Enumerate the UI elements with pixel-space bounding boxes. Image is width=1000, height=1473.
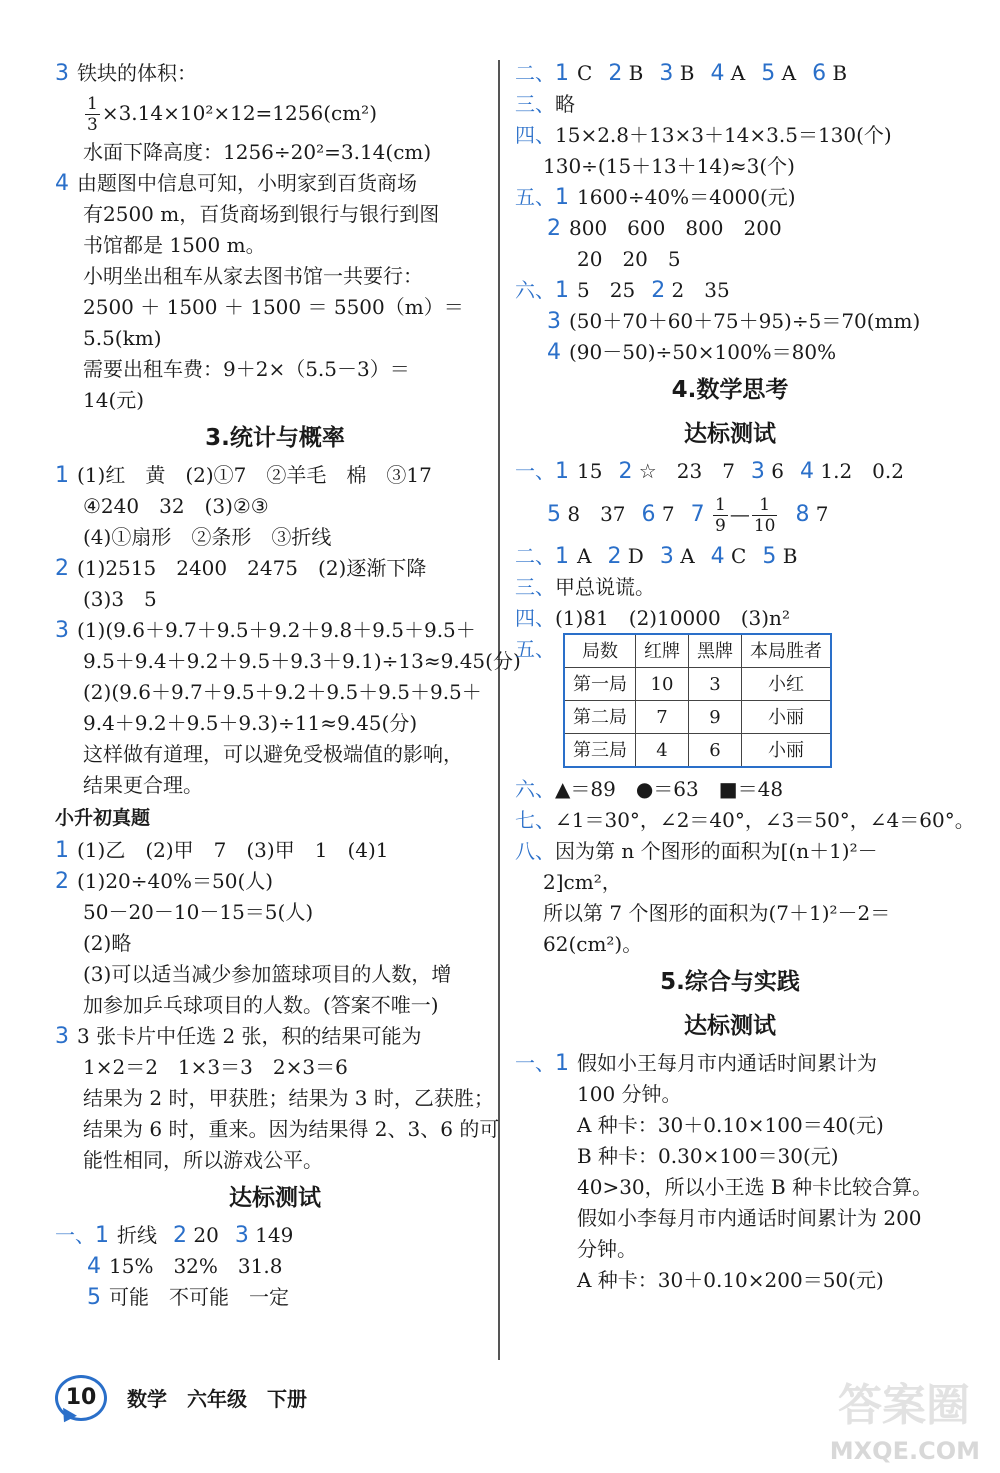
answer-text: 2]cm²， — [543, 870, 622, 894]
question-number: 2 — [173, 1223, 187, 1248]
question-number: 4 — [87, 1254, 101, 1279]
answer-text: A 种卡：30＋0.10×100＝40(元) — [577, 1113, 884, 1137]
answer-line — [55, 460, 495, 491]
answer-line — [515, 213, 945, 244]
denominator: 3 — [87, 115, 98, 135]
answer-text: B — [622, 61, 644, 85]
question-number: 3 — [55, 61, 69, 86]
answer-text: 20 20 5 — [577, 247, 681, 271]
answer-text: 需要出租车费：9＋2×（5.5－3）＝ — [83, 357, 410, 381]
table-cell: 小丽 — [742, 734, 832, 768]
answer-text: (90－50)÷50×100%＝80% — [569, 340, 837, 364]
question-number: 1 — [555, 1051, 569, 1076]
answer-line — [515, 603, 945, 634]
minus-sign: — — [729, 502, 750, 526]
answer-line — [55, 1114, 500, 1145]
answer-line — [55, 739, 495, 770]
answer-line — [515, 774, 945, 805]
answer-line — [515, 1048, 945, 1079]
answer-line — [55, 1052, 495, 1083]
table-cell: 小丽 — [742, 701, 832, 734]
answer-text: 130÷(15＋13＋14)≈3(个) — [543, 154, 795, 178]
answer-text: C — [724, 544, 747, 568]
question-number: 3 — [55, 618, 69, 643]
answer-text: 15×2.8＋13×3＋14×3.5＝130(个) — [555, 123, 892, 147]
answer-text: 3 张卡片中任选 2 张，积的结果可能为 — [77, 1024, 422, 1048]
question-section-label: 二、 — [515, 544, 555, 568]
answer-line — [55, 168, 495, 199]
question-section-label: 六、 — [515, 777, 555, 801]
answer-line — [515, 1234, 945, 1265]
answer-line — [55, 677, 495, 708]
answer-line — [515, 337, 945, 368]
answer-text: 可能 不可能 一定 — [109, 1285, 289, 1309]
question-section-label: 一、 — [515, 1051, 555, 1075]
table-cell: 7 — [636, 701, 689, 734]
denominator: 9 — [714, 516, 726, 536]
table-cell: 9 — [689, 701, 742, 734]
answer-line — [55, 866, 495, 897]
question-section-label: 五、 — [515, 637, 555, 661]
answer-line — [55, 1083, 495, 1114]
answer-line — [55, 1021, 495, 1052]
denominator: 10 — [753, 516, 776, 536]
table-cell: 第一局 — [564, 668, 636, 701]
answer-text: (50＋70＋60＋75＋95)÷5＝70(mm) — [569, 309, 921, 333]
question-number: 6 — [641, 502, 656, 527]
question-number: 3 — [234, 1223, 249, 1248]
answer-text: (1)2515 2400 2475 (2)逐渐下降 — [77, 556, 427, 580]
answer-line — [55, 137, 495, 168]
answer-text: 2500 ＋ 1500 ＋ 1500 ＝ 5500（m）＝ — [83, 295, 464, 319]
answer-line — [55, 522, 495, 553]
answer-line — [55, 990, 495, 1021]
question-number: 4 — [710, 61, 725, 86]
answer-text: C — [577, 61, 593, 85]
answer-text: A — [577, 544, 592, 568]
answer-text: 由题图中信息可知，小明家到百货商场 — [77, 171, 417, 195]
answer-line — [515, 867, 945, 898]
question-number: 1 — [95, 1223, 109, 1248]
question-number: 6 — [812, 61, 827, 86]
answer-line — [515, 58, 945, 89]
answer-line — [55, 385, 495, 416]
answer-text: 有2500 m，百货商场到银行与银行到图 — [83, 202, 440, 226]
answer-text: 1.2 0.2 — [814, 459, 904, 483]
question-section-label: 五、 — [515, 185, 555, 209]
question-section-label: 四、 — [515, 123, 555, 147]
question-number: 5 — [762, 544, 777, 569]
question-number: 3 — [547, 309, 561, 334]
answer-text: 1×2＝2 1×3＝3 2×3＝6 — [83, 1055, 348, 1079]
answer-line — [55, 354, 495, 385]
fraction — [713, 495, 728, 536]
answer-text — [705, 502, 711, 526]
numerator: 1 — [87, 94, 98, 114]
answer-line — [515, 1141, 945, 1172]
question-number: 7 — [690, 502, 705, 527]
question-number: 4 — [800, 459, 815, 484]
answer-line — [515, 275, 945, 306]
question-section-label: 一、 — [515, 459, 555, 483]
section-heading: 达标测试 — [684, 1013, 776, 1039]
table-cell: 第二局 — [564, 701, 636, 734]
question-number: 4 — [55, 171, 69, 196]
question-number: 1 — [555, 459, 569, 484]
answer-text: ∠1＝30°，∠2＝40°，∠3＝50°，∠4＝60°。 — [555, 808, 975, 832]
table-cell: 3 — [689, 668, 742, 701]
question-number: 4 — [710, 544, 725, 569]
question-number: 8 — [795, 502, 810, 527]
section-heading: 3.统计与概率 — [205, 425, 345, 451]
answer-line — [55, 1145, 495, 1176]
answer-text: 5.5(km) — [83, 326, 162, 350]
fraction — [85, 94, 100, 135]
answer-text: (2)略 — [83, 931, 132, 955]
question-number: 2 — [55, 556, 69, 581]
answer-line — [55, 1220, 495, 1251]
subsection-heading: 小升初真题 — [55, 807, 151, 829]
table-cell: 第三局 — [564, 734, 636, 768]
score-table — [563, 633, 832, 768]
question-number: 3 — [750, 459, 765, 484]
answer-line — [515, 1110, 945, 1141]
watermark-url: MXQE.COM — [829, 1437, 980, 1465]
answer-line — [55, 261, 495, 292]
answer-text: 7 — [809, 502, 829, 526]
table-header-cell: 红牌 — [636, 634, 689, 668]
question-number: 1 — [55, 838, 69, 863]
table-header-row — [564, 634, 831, 668]
answer-text: (1)20÷40%＝50(人) — [77, 869, 274, 893]
answer-text: B — [673, 61, 695, 85]
answer-line — [55, 615, 495, 646]
section-heading: 达标测试 — [684, 421, 776, 447]
question-section-label: 七、 — [515, 808, 555, 832]
answer-line — [515, 1079, 945, 1110]
answer-line — [515, 836, 945, 867]
answer-text: 1600÷40%＝4000(元) — [577, 185, 796, 209]
answer-line — [515, 1172, 945, 1203]
answer-text: (1)红 黄 (2)①7 ②羊毛 棉 ③17 — [77, 463, 432, 487]
answer-text: A — [673, 544, 695, 568]
question-section-label: 三、 — [515, 575, 555, 599]
question-number: 2 — [651, 278, 666, 303]
table-cell: 6 — [689, 734, 742, 768]
answer-text: (4)①扇形 ②条形 ③折线 — [83, 525, 332, 549]
answer-text: 因为第 n 个图形的面积为[(n＋1)²－ — [555, 839, 878, 863]
answer-line — [55, 928, 495, 959]
numerator: 1 — [752, 495, 778, 516]
answer-text: 结果更合理。 — [83, 773, 203, 797]
answer-line — [55, 230, 495, 261]
answer-text: 小明坐出租车从家去图书馆一共要行： — [83, 264, 423, 288]
answer-text: 水面下降高度：1256÷20²=3.14(cm) — [83, 140, 432, 164]
answer-text: 6 — [764, 459, 785, 483]
table-header-cell: 黑牌 — [689, 634, 742, 668]
question-number: 4 — [547, 340, 561, 365]
answer-line — [515, 120, 945, 151]
answer-text: 5 25 — [577, 278, 636, 302]
question-section-label: 八、 — [515, 839, 555, 863]
table-row — [564, 734, 831, 768]
answer-text: 能性相同，所以游戏公平。 — [83, 1148, 323, 1172]
answer-line — [55, 584, 495, 615]
answer-line — [55, 323, 495, 354]
answer-line — [515, 456, 945, 487]
answer-line — [515, 541, 945, 572]
answer-text: 15% 32% 31.8 — [109, 1254, 283, 1278]
answer-line — [515, 898, 945, 929]
answer-text: A 种卡：30＋0.10×200＝50(元) — [577, 1268, 884, 1292]
answer-text: (1)(9.6＋9.7＋9.5＋9.2＋9.8＋9.5＋9.5＋ — [77, 618, 476, 642]
answer-text: ×3.14×10²×12=1256(cm²) — [101, 101, 377, 125]
answer-text: B 种卡：0.30×100＝30(元) — [577, 1144, 839, 1168]
answer-text: 15 — [577, 459, 603, 483]
table-header-cell: 局数 — [564, 634, 636, 668]
answer-text: 略 — [555, 92, 575, 116]
score-table-block — [515, 634, 945, 774]
question-number: 5 — [547, 502, 561, 527]
answer-line — [515, 306, 945, 337]
answer-text: ④240 32 (3)②③ — [83, 494, 269, 518]
answer-line — [515, 1265, 945, 1296]
answer-text: (1)81 (2)10000 (3)n² — [555, 606, 790, 630]
answer-text: 加参加乒乓球项目的人数。(答案不唯一) — [83, 993, 439, 1017]
answer-line — [55, 199, 495, 230]
answer-text: 800 600 800 200 — [569, 216, 782, 240]
answer-text: 所以第 7 个图形的面积为(7＋1)²－2＝ — [543, 901, 891, 925]
question-section-label: 二、 — [515, 61, 555, 85]
table-cell: 小红 — [742, 668, 832, 701]
question-number: 3 — [659, 61, 674, 86]
answer-text: 折线 — [117, 1223, 157, 1247]
answer-text: B — [776, 544, 798, 568]
answer-text: 149 — [248, 1223, 294, 1247]
answer-text: 7 — [655, 502, 675, 526]
answer-text: 50－20－10－15＝5(人) — [83, 900, 314, 924]
answer-line — [55, 89, 495, 137]
answer-line — [55, 553, 495, 584]
answer-text: 8 37 — [561, 502, 626, 526]
answer-line — [515, 151, 945, 182]
answer-line — [515, 1203, 945, 1234]
answer-text: ▲＝89 ●＝63 ■＝48 — [555, 777, 784, 801]
answer-text: A — [724, 61, 746, 85]
answer-text: A — [775, 61, 797, 85]
fraction — [752, 495, 778, 536]
answer-text: 结果为 6 时，重来。因为结果得 2、3、6 的可 — [83, 1117, 500, 1141]
page-number: 10 — [65, 1385, 97, 1410]
answer-line — [515, 487, 945, 541]
question-number: 1 — [555, 544, 569, 569]
answer-line — [55, 1251, 495, 1282]
answer-line — [515, 572, 945, 603]
left-column — [55, 58, 521, 1313]
question-number: 2 — [55, 869, 69, 894]
table-cell: 4 — [636, 734, 689, 768]
answer-text: 9.4＋9.2＋9.5＋9.3)÷11≈9.45(分) — [83, 711, 418, 735]
question-number: 1 — [555, 185, 569, 210]
answer-line — [55, 897, 495, 928]
question-number: 1 — [55, 463, 69, 488]
answer-text: (2)(9.6＋9.7＋9.5＋9.2＋9.5＋9.5＋9.5＋ — [83, 680, 482, 704]
answer-text: 甲总说谎。 — [555, 575, 655, 599]
question-number: 3 — [55, 1024, 69, 1049]
question-number: 1 — [555, 278, 569, 303]
question-section-label: 一、 — [55, 1223, 95, 1247]
answer-text: 书馆都是 1500 m。 — [83, 233, 266, 257]
answer-line — [515, 929, 945, 960]
answer-line — [55, 770, 495, 801]
question-number: 5 — [761, 61, 776, 86]
question-number: 3 — [659, 544, 674, 569]
answer-line — [55, 646, 521, 677]
answer-text: 100 分钟。 — [577, 1082, 682, 1106]
answer-line — [55, 292, 495, 323]
watermark-logo: 答案圈 — [838, 1380, 970, 1431]
answer-line — [55, 58, 495, 89]
answer-text: 2 35 — [665, 278, 730, 302]
question-number: 1 — [555, 61, 569, 86]
book-title: 数学 六年级 下册 — [127, 1387, 307, 1411]
right-column — [515, 58, 975, 1296]
question-number: 5 — [87, 1285, 101, 1310]
answer-line — [515, 89, 945, 120]
answer-text: 这样做有道理，可以避免受极端值的影响， — [83, 742, 463, 766]
answer-line — [55, 708, 495, 739]
answer-text: D — [621, 544, 644, 568]
answer-text: (1)乙 (2)甲 7 (3)甲 1 (4)1 — [77, 838, 389, 862]
answer-text: B — [826, 61, 848, 85]
answer-text: 40>30，所以小王选 B 种卡比较合算。 — [577, 1175, 933, 1199]
column-divider — [498, 60, 500, 1360]
answer-text: 结果为 2 时，甲获胜；结果为 3 时，乙获胜； — [83, 1086, 494, 1110]
answer-text: 铁块的体积： — [77, 61, 197, 85]
answer-text: 分钟。 — [577, 1237, 637, 1261]
question-number: 2 — [618, 459, 633, 484]
question-number: 2 — [547, 216, 561, 241]
table-cell: 10 — [636, 668, 689, 701]
table-row — [564, 701, 831, 734]
answer-text: 14(元) — [83, 388, 145, 412]
answer-line — [55, 835, 495, 866]
section-heading: 达标测试 — [229, 1185, 321, 1211]
numerator: 1 — [714, 495, 726, 515]
answer-text: 20 — [187, 1223, 219, 1247]
answer-line — [515, 244, 945, 275]
answer-line — [55, 959, 495, 990]
answer-text: 62(cm²)。 — [543, 932, 643, 956]
question-number: 2 — [608, 61, 623, 86]
answer-text: (3)可以适当减少参加篮球项目的人数，增 — [83, 962, 452, 986]
table-row — [564, 668, 831, 701]
answer-text: 9.5＋9.4＋9.2＋9.5＋9.3＋9.1)÷13≈9.45(分) — [83, 649, 521, 673]
answer-line — [515, 182, 945, 213]
section-heading: 4.数学思考 — [671, 377, 789, 403]
question-section-label: 四、 — [515, 606, 555, 630]
answer-text: ☆ 23 7 — [632, 459, 735, 483]
question-section-label: 三、 — [515, 92, 555, 116]
answer-line — [515, 805, 975, 836]
table-header-cell: 本局胜者 — [742, 634, 832, 668]
answer-line — [55, 1282, 495, 1313]
question-section-label: 六、 — [515, 278, 555, 302]
answer-line — [55, 491, 495, 522]
answer-text: (3)3 5 — [83, 587, 157, 611]
question-number: 2 — [607, 544, 622, 569]
section-heading: 5.综合与实践 — [660, 969, 800, 995]
answer-text: 假如小王每月市内通话时间累计为 — [577, 1051, 877, 1075]
answer-text: 假如小李每月市内通话时间累计为 200 — [577, 1206, 922, 1230]
